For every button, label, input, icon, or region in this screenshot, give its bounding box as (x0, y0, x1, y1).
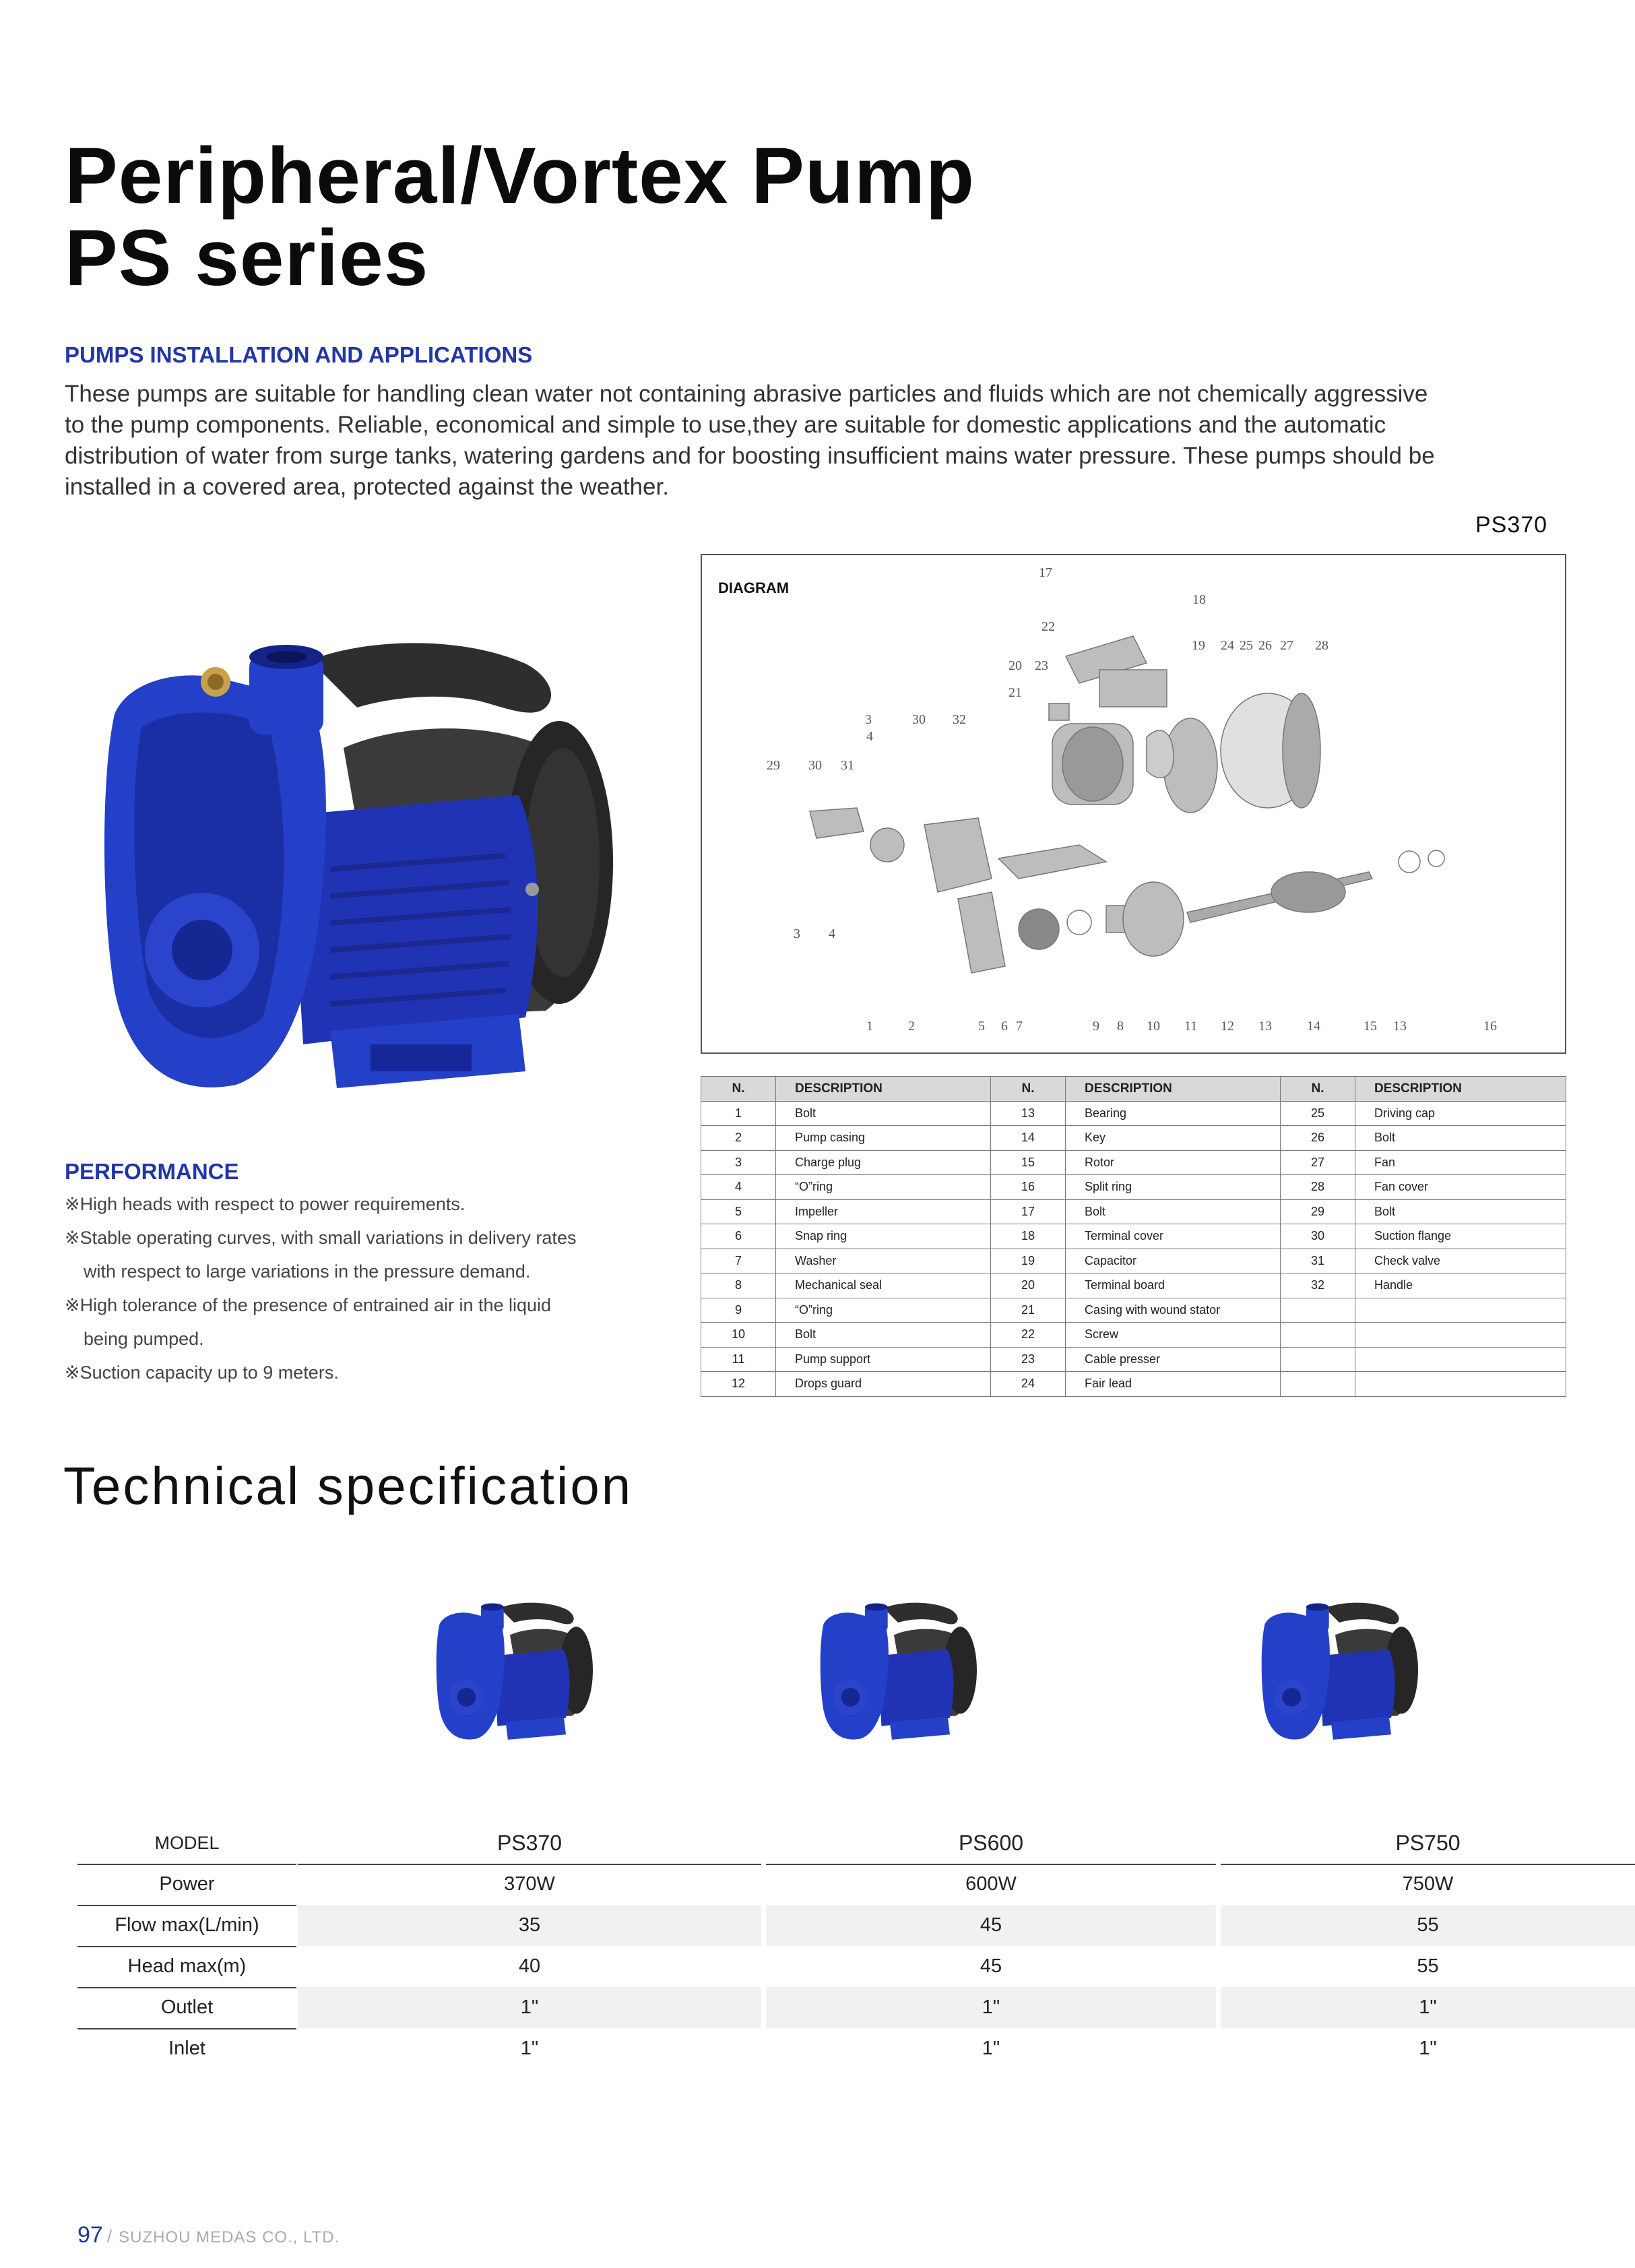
parts-table-row (701, 1372, 1566, 1397)
part-description: Bearing (1066, 1101, 1281, 1126)
part-description: “O”ring (776, 1175, 991, 1200)
spec-row (77, 1946, 1556, 1987)
part-number: 3 (701, 1150, 776, 1175)
spec-header-ps600: PS600 (958, 1831, 1024, 1855)
callout-17: 17 (1039, 565, 1052, 580)
part-description (1355, 1323, 1566, 1348)
spec-row-label: Power (159, 1873, 215, 1895)
callout-11: 11 (1184, 1019, 1198, 1034)
part-description: Mechanical seal (776, 1273, 991, 1298)
part-description (1355, 1372, 1566, 1397)
pump-thumbnail-ps750 (1256, 1600, 1418, 1749)
parts-table-row (701, 1323, 1566, 1348)
part-number: 10 (701, 1323, 776, 1348)
spec-value: 1" (766, 1987, 1216, 2028)
spec-value: 600W (965, 1873, 1017, 1895)
parts-table-row (701, 1175, 1566, 1200)
parts-table-row (701, 1224, 1566, 1249)
performance-item: with respect to large variations in the pressure demand. (84, 1261, 531, 1282)
performance-list (65, 1187, 658, 1389)
spec-row (77, 2028, 1556, 2069)
part-description: Check valve (1355, 1249, 1566, 1273)
spec-value: 1" (1419, 2038, 1437, 2059)
part-description: Screw (1066, 1323, 1281, 1348)
spec-header-ps750: PS750 (1395, 1831, 1461, 1855)
part-number: 18 (991, 1224, 1066, 1249)
part-number: 25 (1281, 1101, 1355, 1126)
callout-29: 29 (767, 758, 780, 773)
part-description (1355, 1347, 1566, 1372)
part-description (1355, 1298, 1566, 1323)
part-number: 4 (701, 1175, 776, 1200)
part-description: Snap ring (776, 1224, 991, 1249)
part-number: 13 (991, 1101, 1066, 1126)
spec-row-label: Head max(m) (127, 1955, 247, 1977)
part-description: Washer (776, 1249, 991, 1273)
part-number: 12 (701, 1372, 776, 1397)
part-description: Impeller (776, 1199, 991, 1224)
part-description: Bolt (1355, 1199, 1566, 1224)
parts-table-row (701, 1126, 1566, 1151)
spec-value: 55 (1221, 1905, 1635, 1946)
spec-row (77, 1864, 1556, 1905)
part-number: 32 (1281, 1273, 1355, 1298)
parts-table (701, 1076, 1566, 1397)
callout-19: 19 (1192, 638, 1205, 653)
callout-3: 3 (794, 926, 800, 941)
part-number (1281, 1372, 1355, 1397)
callout-3: 3 (865, 712, 872, 727)
part-number: 11 (701, 1347, 776, 1372)
part-number: 15 (991, 1150, 1066, 1175)
exploded-diagram (701, 554, 1566, 1054)
part-number: 7 (701, 1249, 776, 1273)
callout-31: 31 (841, 758, 854, 773)
spec-value: 1" (982, 2038, 1000, 2059)
installation-text (65, 379, 1574, 503)
col-header: N. (701, 1077, 776, 1102)
col-header: DESCRIPTION (1355, 1077, 1566, 1102)
pump-thumbnail-ps370 (431, 1600, 593, 1749)
part-number: 21 (991, 1298, 1066, 1323)
spec-value: 1" (1221, 1987, 1635, 2028)
part-number: 30 (1281, 1224, 1355, 1249)
footer-separator: / (106, 2226, 113, 2246)
parts-table-row (701, 1298, 1566, 1323)
parts-table-row (701, 1150, 1566, 1175)
spec-value: 1" (520, 2038, 539, 2059)
part-number: 17 (991, 1199, 1066, 1224)
callout-14: 14 (1307, 1019, 1320, 1034)
callout-7: 7 (1016, 1019, 1023, 1034)
spec-table (77, 1823, 1556, 2069)
parts-table-row (701, 1347, 1566, 1372)
callout-28: 28 (1315, 638, 1328, 653)
part-description: Casing with wound stator (1066, 1298, 1281, 1323)
part-description: Charge plug (776, 1150, 991, 1175)
part-number: 6 (701, 1224, 776, 1249)
callout-20: 20 (1008, 658, 1022, 673)
parts-table-row (701, 1199, 1566, 1224)
callout-18: 18 (1192, 592, 1206, 607)
parts-table-row (701, 1273, 1566, 1298)
spec-value: 55 (1417, 1955, 1439, 1977)
intro-line: distribution of water from surge tanks, watering gardens and for boosting insufficient mains water pressure. These pumps should be (65, 443, 1435, 469)
performance-item: being pumped. (84, 1329, 204, 1349)
part-description: Terminal board (1066, 1273, 1281, 1298)
col-header: DESCRIPTION (1066, 1077, 1281, 1102)
callout-5: 5 (978, 1019, 985, 1034)
callout-15: 15 (1364, 1019, 1377, 1034)
part-number: 5 (701, 1199, 776, 1224)
part-description: Key (1066, 1126, 1281, 1151)
part-number: 24 (991, 1372, 1066, 1397)
part-description: Bolt (1355, 1126, 1566, 1151)
part-number: 1 (701, 1101, 776, 1126)
spec-header-ps370: PS370 (496, 1831, 563, 1855)
callout-23: 23 (1035, 658, 1048, 673)
part-number: 9 (701, 1298, 776, 1323)
callout-8: 8 (1117, 1019, 1124, 1034)
part-description: Fan cover (1355, 1175, 1566, 1200)
part-number: 14 (991, 1126, 1066, 1151)
part-description: Rotor (1066, 1150, 1281, 1175)
part-number (1281, 1323, 1355, 1348)
spec-value: 35 (298, 1905, 761, 1946)
title-line-1: Peripheral/Vortex Pump (65, 131, 975, 220)
page-footer (77, 2222, 340, 2248)
callout-10: 10 (1147, 1019, 1160, 1034)
part-callouts (767, 565, 1497, 1034)
part-description: “O”ring (776, 1298, 991, 1323)
spec-row-label: Outlet (160, 1996, 214, 2018)
part-number: 26 (1281, 1126, 1355, 1151)
performance-item: ※High heads with respect to power requirements. (65, 1194, 466, 1214)
callout-21: 21 (1008, 685, 1022, 700)
parts-table-row (701, 1249, 1566, 1273)
pump-product-image (88, 640, 613, 1112)
intro-line: installed in a covered area, protected against the weather. (65, 474, 669, 500)
spec-value: 750W (1402, 1873, 1454, 1895)
part-description: Fan (1355, 1150, 1566, 1175)
part-number: 22 (991, 1323, 1066, 1348)
callout-22: 22 (1041, 619, 1055, 634)
title-line-2: PS series (65, 214, 429, 303)
part-number (1281, 1298, 1355, 1323)
installation-heading: PUMPS INSTALLATION AND APPLICATIONS (65, 342, 533, 367)
part-description: Handle (1355, 1273, 1566, 1298)
part-number: 28 (1281, 1175, 1355, 1200)
parts-table-header (701, 1077, 1566, 1102)
callout-4: 4 (866, 729, 873, 744)
performance-item: ※High tolerance of the presence of entrained air in the liquid (65, 1295, 552, 1315)
performance-item: ※Stable operating curves, with small variations in delivery rates (65, 1228, 577, 1248)
spec-row-label: Inlet (168, 2038, 205, 2059)
spec-row (77, 1987, 1556, 2028)
part-number (1281, 1347, 1355, 1372)
pump-thumbnail-ps600 (815, 1600, 977, 1749)
callout-25: 25 (1240, 638, 1253, 653)
intro-line: These pumps are suitable for handling clean water not containing abrasive particles and fluids which are not chemically aggressive (65, 381, 1428, 407)
callout-30: 30 (912, 712, 926, 727)
part-number: 31 (1281, 1249, 1355, 1273)
page-number: 97 (77, 2222, 103, 2248)
tech-spec-title: Technical specification (63, 1456, 633, 1515)
spec-value: 45 (980, 1955, 1002, 1977)
part-number: 16 (991, 1175, 1066, 1200)
part-description: Driving cap (1355, 1101, 1566, 1126)
spec-row-label: Flow max(L/min) (115, 1914, 259, 1936)
part-number: 19 (991, 1249, 1066, 1273)
callout-12: 12 (1221, 1019, 1234, 1034)
part-number: 27 (1281, 1150, 1355, 1175)
part-number: 2 (701, 1126, 776, 1151)
col-header: N. (991, 1077, 1066, 1102)
part-description: Pump support (776, 1347, 991, 1372)
part-description: Split ring (1066, 1175, 1281, 1200)
callout-24: 24 (1221, 638, 1234, 653)
part-description: Fair lead (1066, 1372, 1281, 1397)
part-description: Pump casing (776, 1126, 991, 1151)
part-description: Terminal cover (1066, 1224, 1281, 1249)
callout-13: 13 (1258, 1019, 1272, 1034)
col-header: DESCRIPTION (776, 1077, 991, 1102)
callout-27: 27 (1280, 638, 1293, 653)
callout-26: 26 (1258, 638, 1272, 653)
spec-row (77, 1905, 1556, 1946)
part-description: Capacitor (1066, 1249, 1281, 1273)
part-description: Drops guard (776, 1372, 991, 1397)
spec-value: 40 (518, 1955, 541, 1977)
spec-value: 1" (298, 1987, 761, 2028)
callout-32: 32 (953, 712, 966, 727)
company-name: SUZHOU MEDAS CO., LTD. (119, 2228, 340, 2246)
part-number: 8 (701, 1273, 776, 1298)
part-description: Bolt (1066, 1199, 1281, 1224)
part-description: Bolt (776, 1101, 991, 1126)
spec-value: 45 (766, 1905, 1216, 1946)
callout-30: 30 (808, 758, 822, 773)
callout-6: 6 (1001, 1019, 1008, 1034)
part-number: 23 (991, 1347, 1066, 1372)
part-description: Suction flange (1355, 1224, 1566, 1249)
part-number: 20 (991, 1273, 1066, 1298)
callout-2: 2 (908, 1019, 915, 1034)
spec-header-model: MODEL (154, 1833, 220, 1853)
callout-9: 9 (1093, 1019, 1099, 1034)
callout-16: 16 (1483, 1019, 1497, 1034)
intro-line: to the pump components. Reliable, economical and simple to use,they are suitable for domestic applications and the automatic (65, 412, 1386, 438)
part-description: Bolt (776, 1323, 991, 1348)
model-tag: PS370 (1475, 512, 1548, 538)
spec-value: 370W (504, 1873, 555, 1895)
part-description: Cable presser (1066, 1347, 1281, 1372)
col-header: N. (1281, 1077, 1355, 1102)
performance-heading: PERFORMANCE (65, 1159, 239, 1184)
callout-13: 13 (1393, 1019, 1407, 1034)
diagram-label: DIAGRAM (718, 579, 790, 596)
part-number: 29 (1281, 1199, 1355, 1224)
performance-item: ※Suction capacity up to 9 meters. (65, 1362, 339, 1383)
spec-header-row (77, 1823, 1556, 1864)
callout-4: 4 (829, 926, 835, 941)
exploded-view-drawing (702, 555, 1565, 1052)
parts-table-row (701, 1101, 1566, 1126)
callout-1: 1 (866, 1019, 873, 1034)
page-title (65, 131, 975, 303)
